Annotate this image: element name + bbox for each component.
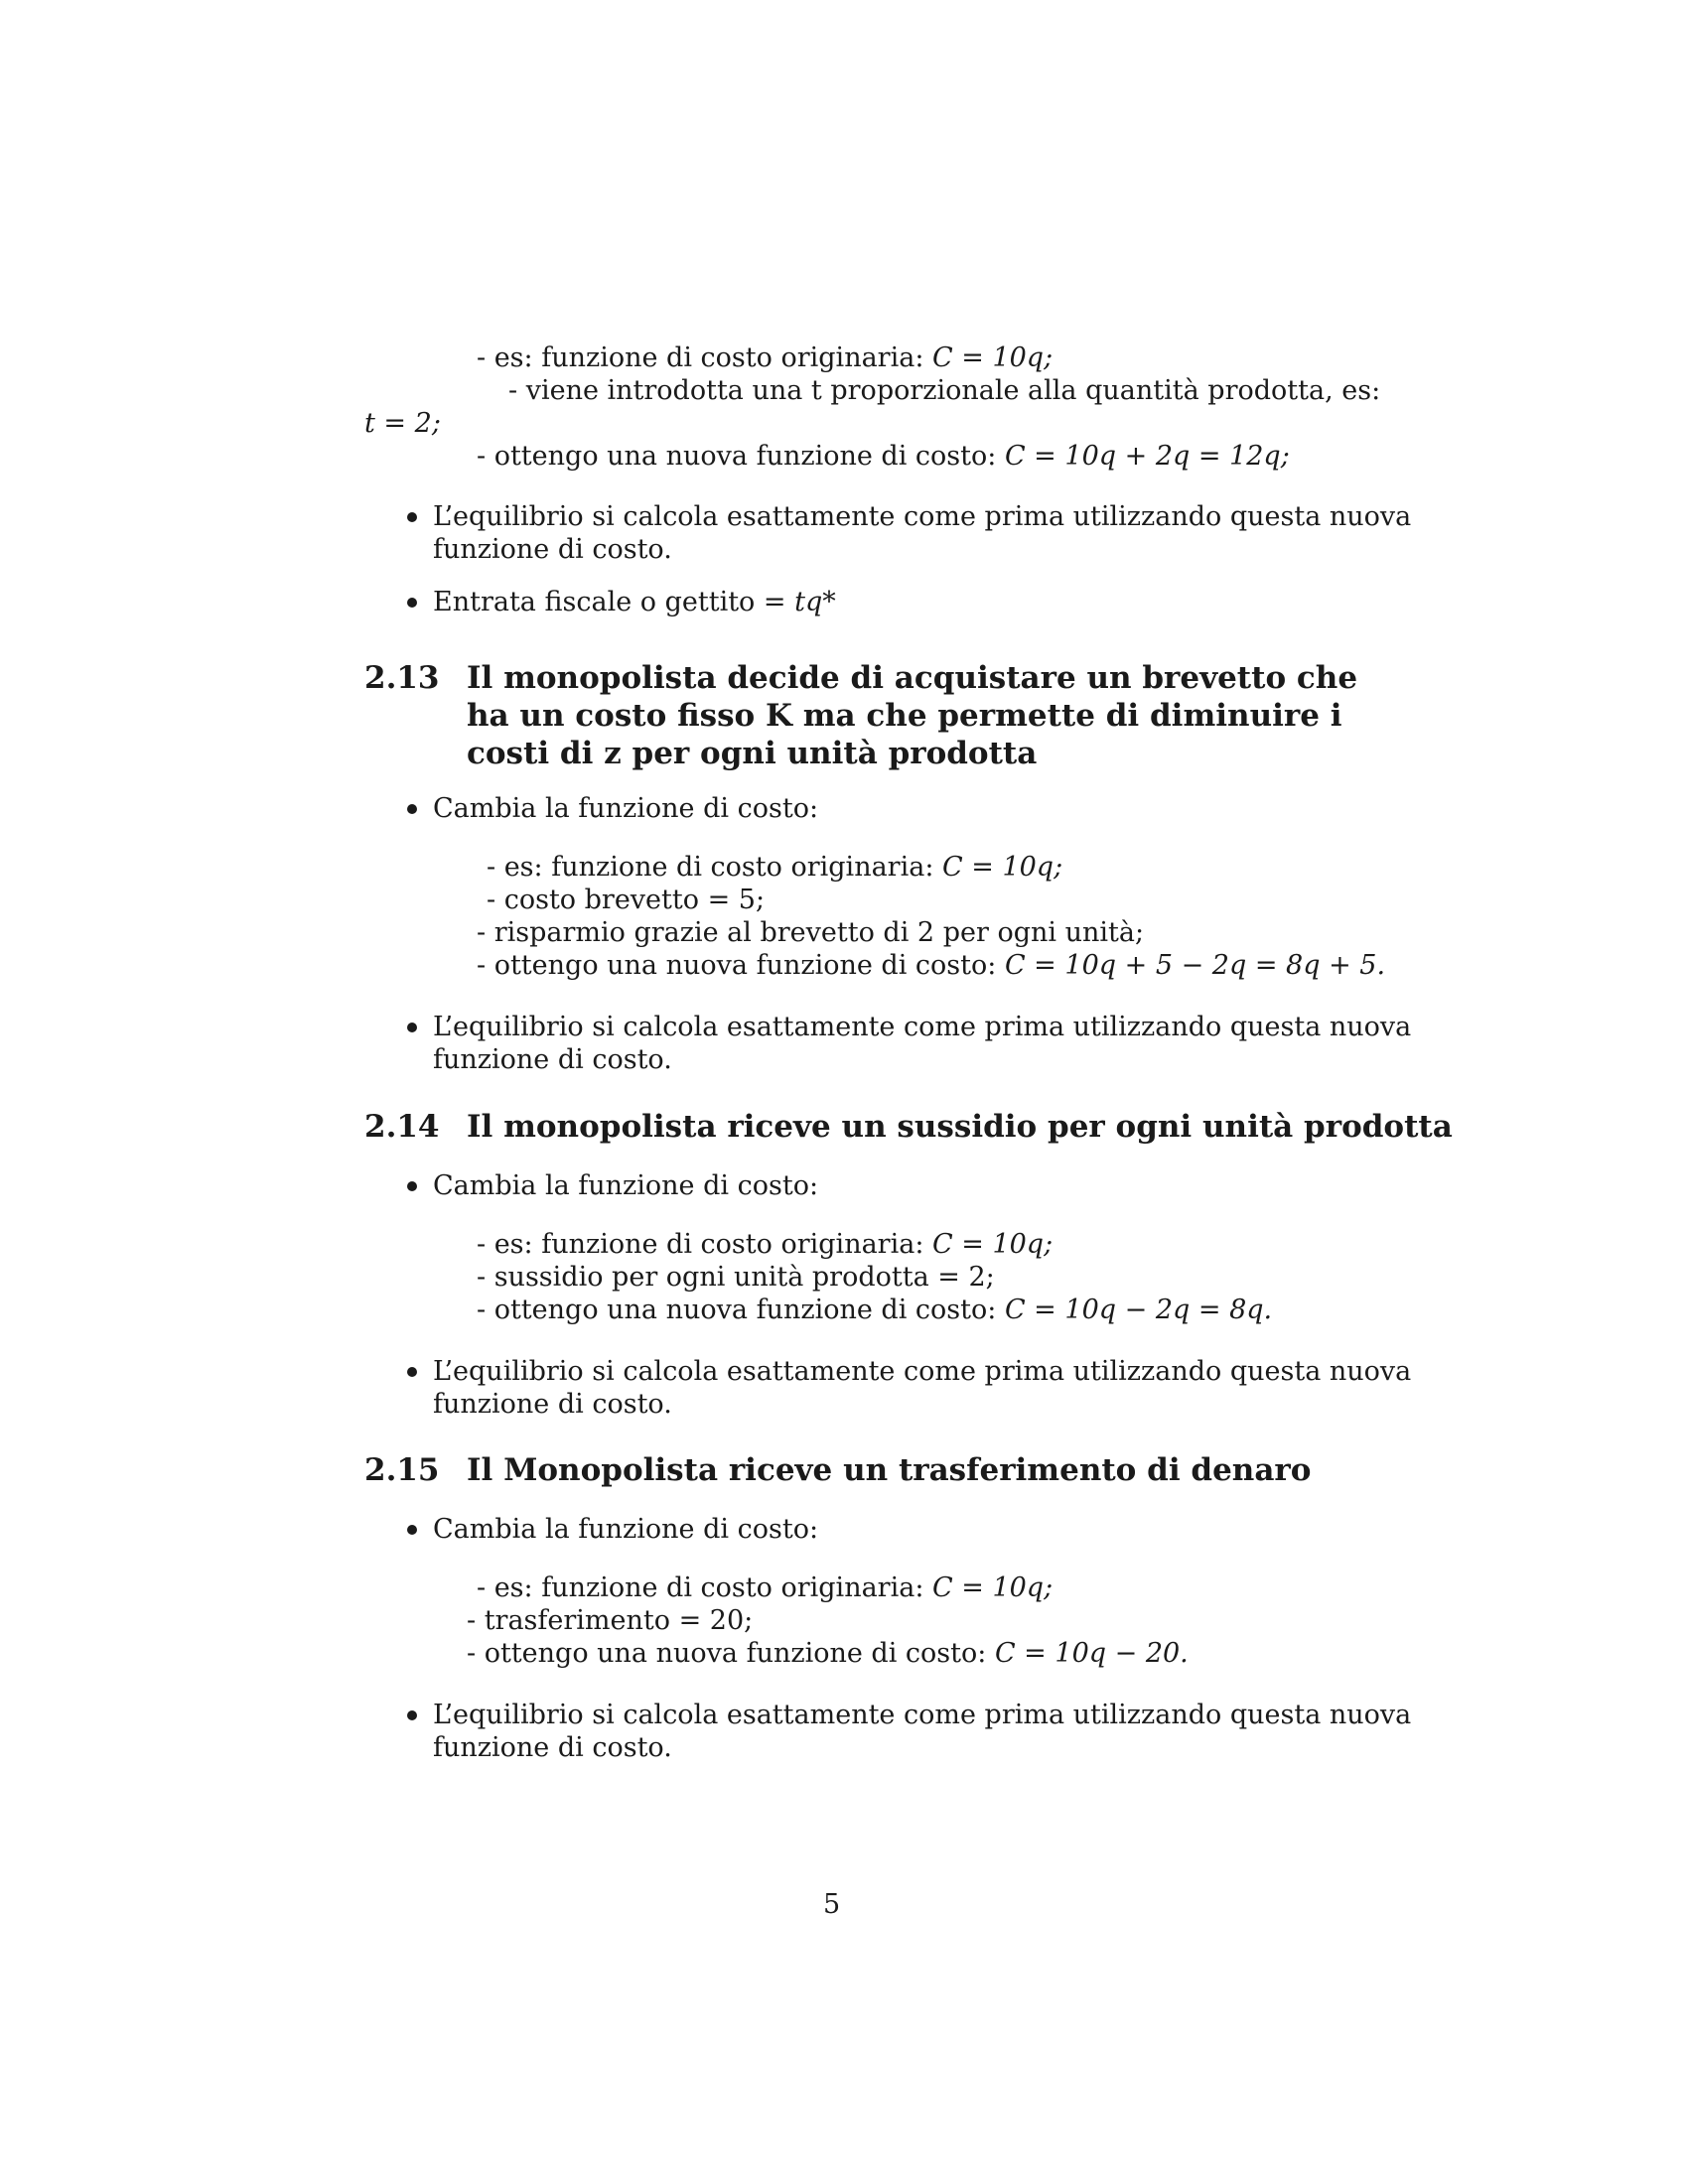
s214-bullet-2b: funzione di costo. <box>433 1389 672 1420</box>
s214-bullet-2a: L’equilibrio si calcola esattamente come prima utilizzando questa nuova <box>433 1356 1412 1387</box>
bullet-icon <box>407 1525 417 1535</box>
s213-bullet-2b: funzione di costo. <box>433 1044 672 1075</box>
section-number: 2.14 <box>364 1109 440 1145</box>
s213-line-4: - ottengo una nuova funzione di costo: C = 10q + 5 − 2q = 8q + 5. <box>477 950 1386 981</box>
section-title: Il Monopolista riceve un trasferimento di denaro <box>467 1452 1312 1488</box>
intro-bullet-2: Entrata fiscale o gettito = tq* <box>433 587 836 617</box>
bullet-icon <box>407 1023 417 1032</box>
s214-line-2: - sussidio per ogni unità prodotta = 2; <box>477 1262 995 1293</box>
section-heading-2-14 <box>364 1108 1453 1148</box>
bullet-icon <box>407 804 417 814</box>
s213-line-3: - risparmio grazie al brevetto di 2 per ogni unità; <box>477 917 1145 948</box>
s213-bullet-1: Cambia la funzione di costo: <box>433 793 819 824</box>
s215-bullet-2b: funzione di costo. <box>433 1732 672 1763</box>
bullet-icon <box>407 512 417 522</box>
section-heading-2-15 <box>364 1451 1357 1491</box>
s214-line-3: - ottengo una nuova funzione di costo: C = 10q − 2q = 8q. <box>477 1295 1273 1325</box>
section-heading-2-13 <box>364 659 1357 778</box>
s215-bullet-1: Cambia la funzione di costo: <box>433 1514 819 1545</box>
intro-bullet-1b: funzione di costo. <box>433 534 672 565</box>
intro-line-4: - ottengo una nuova funzione di costo: C = 10q + 2q = 12q; <box>477 441 1290 472</box>
section-number: 2.15 <box>364 1452 440 1488</box>
intro-line-2: - viene introdotta una t proporzionale alla quantità prodotta, es: <box>508 375 1381 406</box>
s215-line-3: - ottengo una nuova funzione di costo: C = 10q − 20. <box>467 1638 1189 1669</box>
bullet-icon <box>407 598 417 608</box>
s213-line-2: - costo brevetto = 5; <box>487 885 766 915</box>
s215-line-2: - trasferimento = 20; <box>467 1605 754 1636</box>
s215-line-1: - es: funzione di costo originaria: C = 10q; <box>477 1572 1054 1603</box>
s214-bullet-1: Cambia la funzione di costo: <box>433 1170 819 1201</box>
intro-bullet-1a: L’equilibrio si calcola esattamente come prima utilizzando questa nuova <box>433 501 1412 532</box>
s213-line-1: - es: funzione di costo originaria: C = 10q; <box>487 852 1063 883</box>
bullet-icon <box>407 1710 417 1720</box>
bullet-icon <box>407 1367 417 1377</box>
section-title-line-2: ha un costo fisso K ma che permette di diminuire i <box>467 698 1342 734</box>
section-title-line-3: costi di z per ogni unità prodotta <box>467 736 1038 771</box>
page-number: 5 <box>823 1889 841 1920</box>
s215-bullet-2a: L’equilibrio si calcola esattamente come prima utilizzando questa nuova <box>433 1700 1412 1730</box>
bullet-icon <box>407 1181 417 1191</box>
section-title: Il monopolista riceve un sussidio per ogni unità prodotta <box>467 1109 1453 1145</box>
s213-bullet-2a: L’equilibrio si calcola esattamente come prima utilizzando questa nuova <box>433 1012 1412 1042</box>
section-title-line-1: Il monopolista decide di acquistare un brevetto che <box>467 660 1358 696</box>
section-number: 2.13 <box>364 660 440 696</box>
s214-line-1: - es: funzione di costo originaria: C = 10q; <box>477 1229 1054 1260</box>
intro-line-1: - es: funzione di costo originaria: C = 10q; <box>477 342 1054 373</box>
intro-line-3: t = 2; <box>364 408 441 439</box>
